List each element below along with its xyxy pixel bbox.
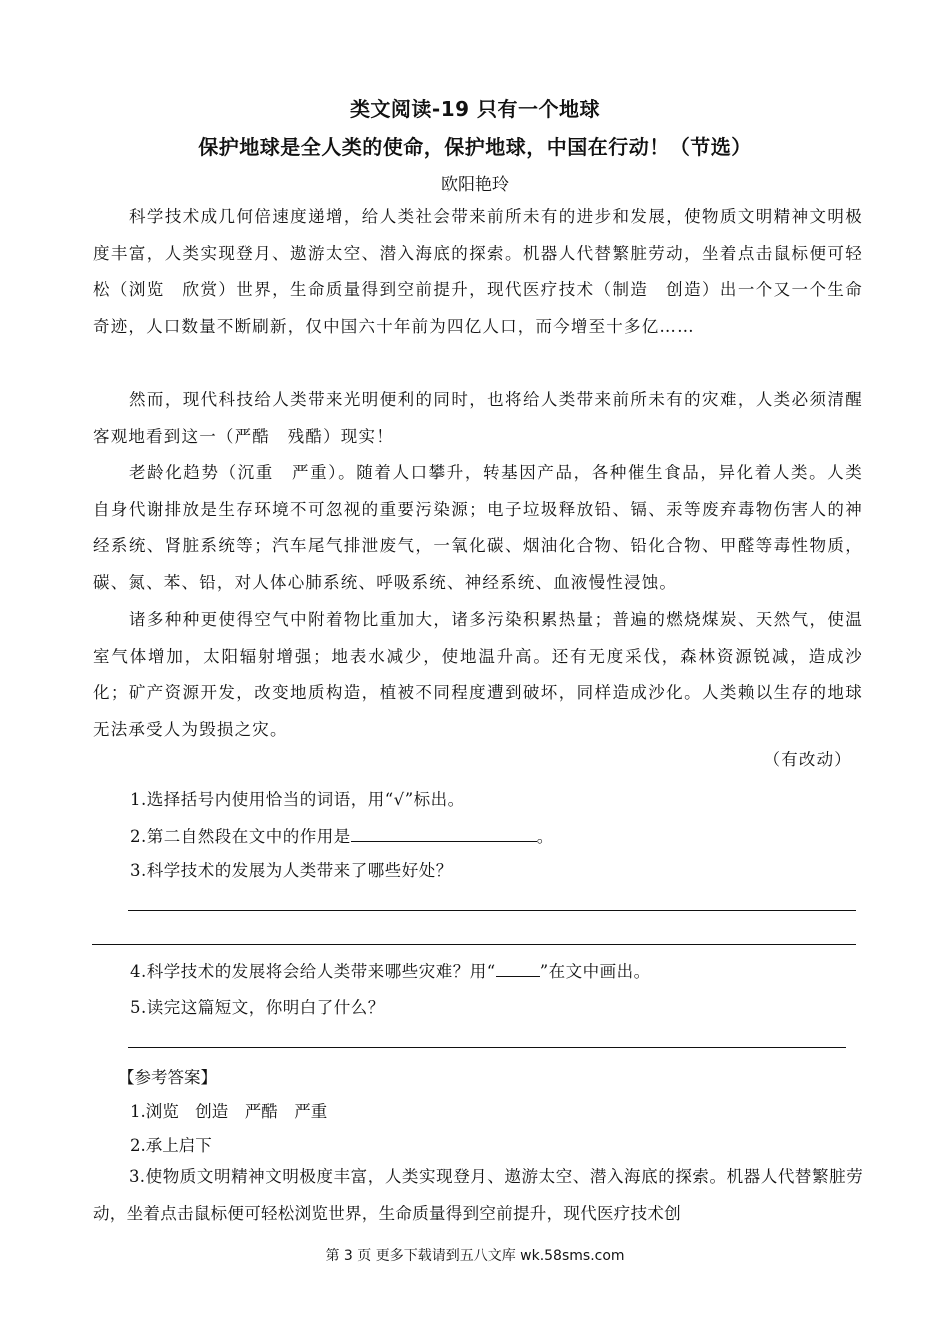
underline-sample [496, 960, 540, 977]
question-2-text: 2.第二自然段在文中的作用是 [130, 827, 351, 846]
question-2-end: 。 [536, 827, 554, 846]
article-author: 欧阳艳玲 [441, 175, 509, 195]
answer-heading: 【参考答案】 [118, 1068, 217, 1087]
question-3: 3.科学技术的发展为人类带来了哪些好处？ [130, 861, 453, 880]
revision-note: （有改动） [763, 750, 852, 769]
question-4-end: ”在文中画出。 [539, 962, 651, 981]
question-4-text: 4.科学技术的发展将会给人类带来哪些灾难？用“ [130, 962, 496, 981]
answer-2: 2.承上启下 [130, 1136, 212, 1155]
question-1: 1.选择括号内使用恰当的词语，用“√”标出。 [130, 790, 465, 809]
answer-1: 1.浏览 创造 严酷 严重 [130, 1102, 328, 1121]
answer-3: 3.使物质文明精神文明极度丰富，人类实现登月、遨游太空、潜入海底的探索。机器人代替繁脏劳动，坐着点击鼠标便可轻松浏览世界，生命质量得到空前提升，现代医疗技术创 [93, 1167, 863, 1223]
article-paragraph-1: 科学技术成几何倍速度递增，给人类社会带来前所未有的进步和发展，使物质文明精神文明极度丰富，人类实现登月、遨游太空、潜入海底的探索。机器人代替繁脏劳动，坐着点击鼠标便可轻松（浏览 欣赏）世界，生命质量得到空前提升，现代医疗技术（制造 创造）出一个又一个生命奇迹，人口数量不断刷新，仅中国六十年前为四亿人口，而今增至十多亿…… [93, 207, 863, 336]
article-paragraph-2: 然而，现代科技给人类带来光明便利的同时，也将给人类带来前所未有的灾难，人类必须清醒客观地看到这一（严酷 残酷）现实！ [93, 390, 863, 446]
article-subtitle: 保护地球是全人类的使命，保护地球，中国在行动！（节选） [198, 135, 752, 159]
question-4 [130, 958, 651, 982]
document-title: 类文阅读-19 只有一个地球 [349, 97, 601, 121]
question-2-answer-blank[interactable] [351, 825, 537, 842]
article-paragraph-3: 老龄化趋势（沉重 严重）。随着人口攀升，转基因产品，各种催生食品，异化着人类。人类自身代谢排放是生存环境不可忽视的重要污染源；电子垃圾释放铅、镉、汞等废弃毒物伤害人的神经系统、肾脏系统等；汽车尾气排泄废气，一氧化碳、烟油化合物、铅化合物、甲醛等毒性物质，碳、氮、苯、铅，对人体心肺系统、呼吸系统、神经系统、血液慢性浸蚀。 [93, 463, 863, 592]
question-2 [130, 823, 554, 847]
page-footer: 第 3 页 更多下载请到五八文库 wk.58sms.com [325, 1248, 625, 1264]
article-paragraph-4: 诸多种种更使得空气中附着物比重加大，诸多污染积累热量；普遍的燃烧煤炭、天然气，使温室气体增加，太阳辐射增强；地表水减少，使地温升高。还有无度采伐，森林资源锐减，造成沙化；矿产资源开发，改变地质构造，植被不同程度遭到破坏，同样造成沙化。人类赖以生存的地球无法承受人为毁损之灾。 [93, 610, 863, 739]
question-5: 5.读完这篇短文，你明白了什么？ [130, 998, 385, 1017]
answer-line-3[interactable] [128, 1047, 846, 1048]
answer-line-1[interactable] [128, 910, 856, 911]
answer-line-2[interactable] [92, 944, 856, 945]
